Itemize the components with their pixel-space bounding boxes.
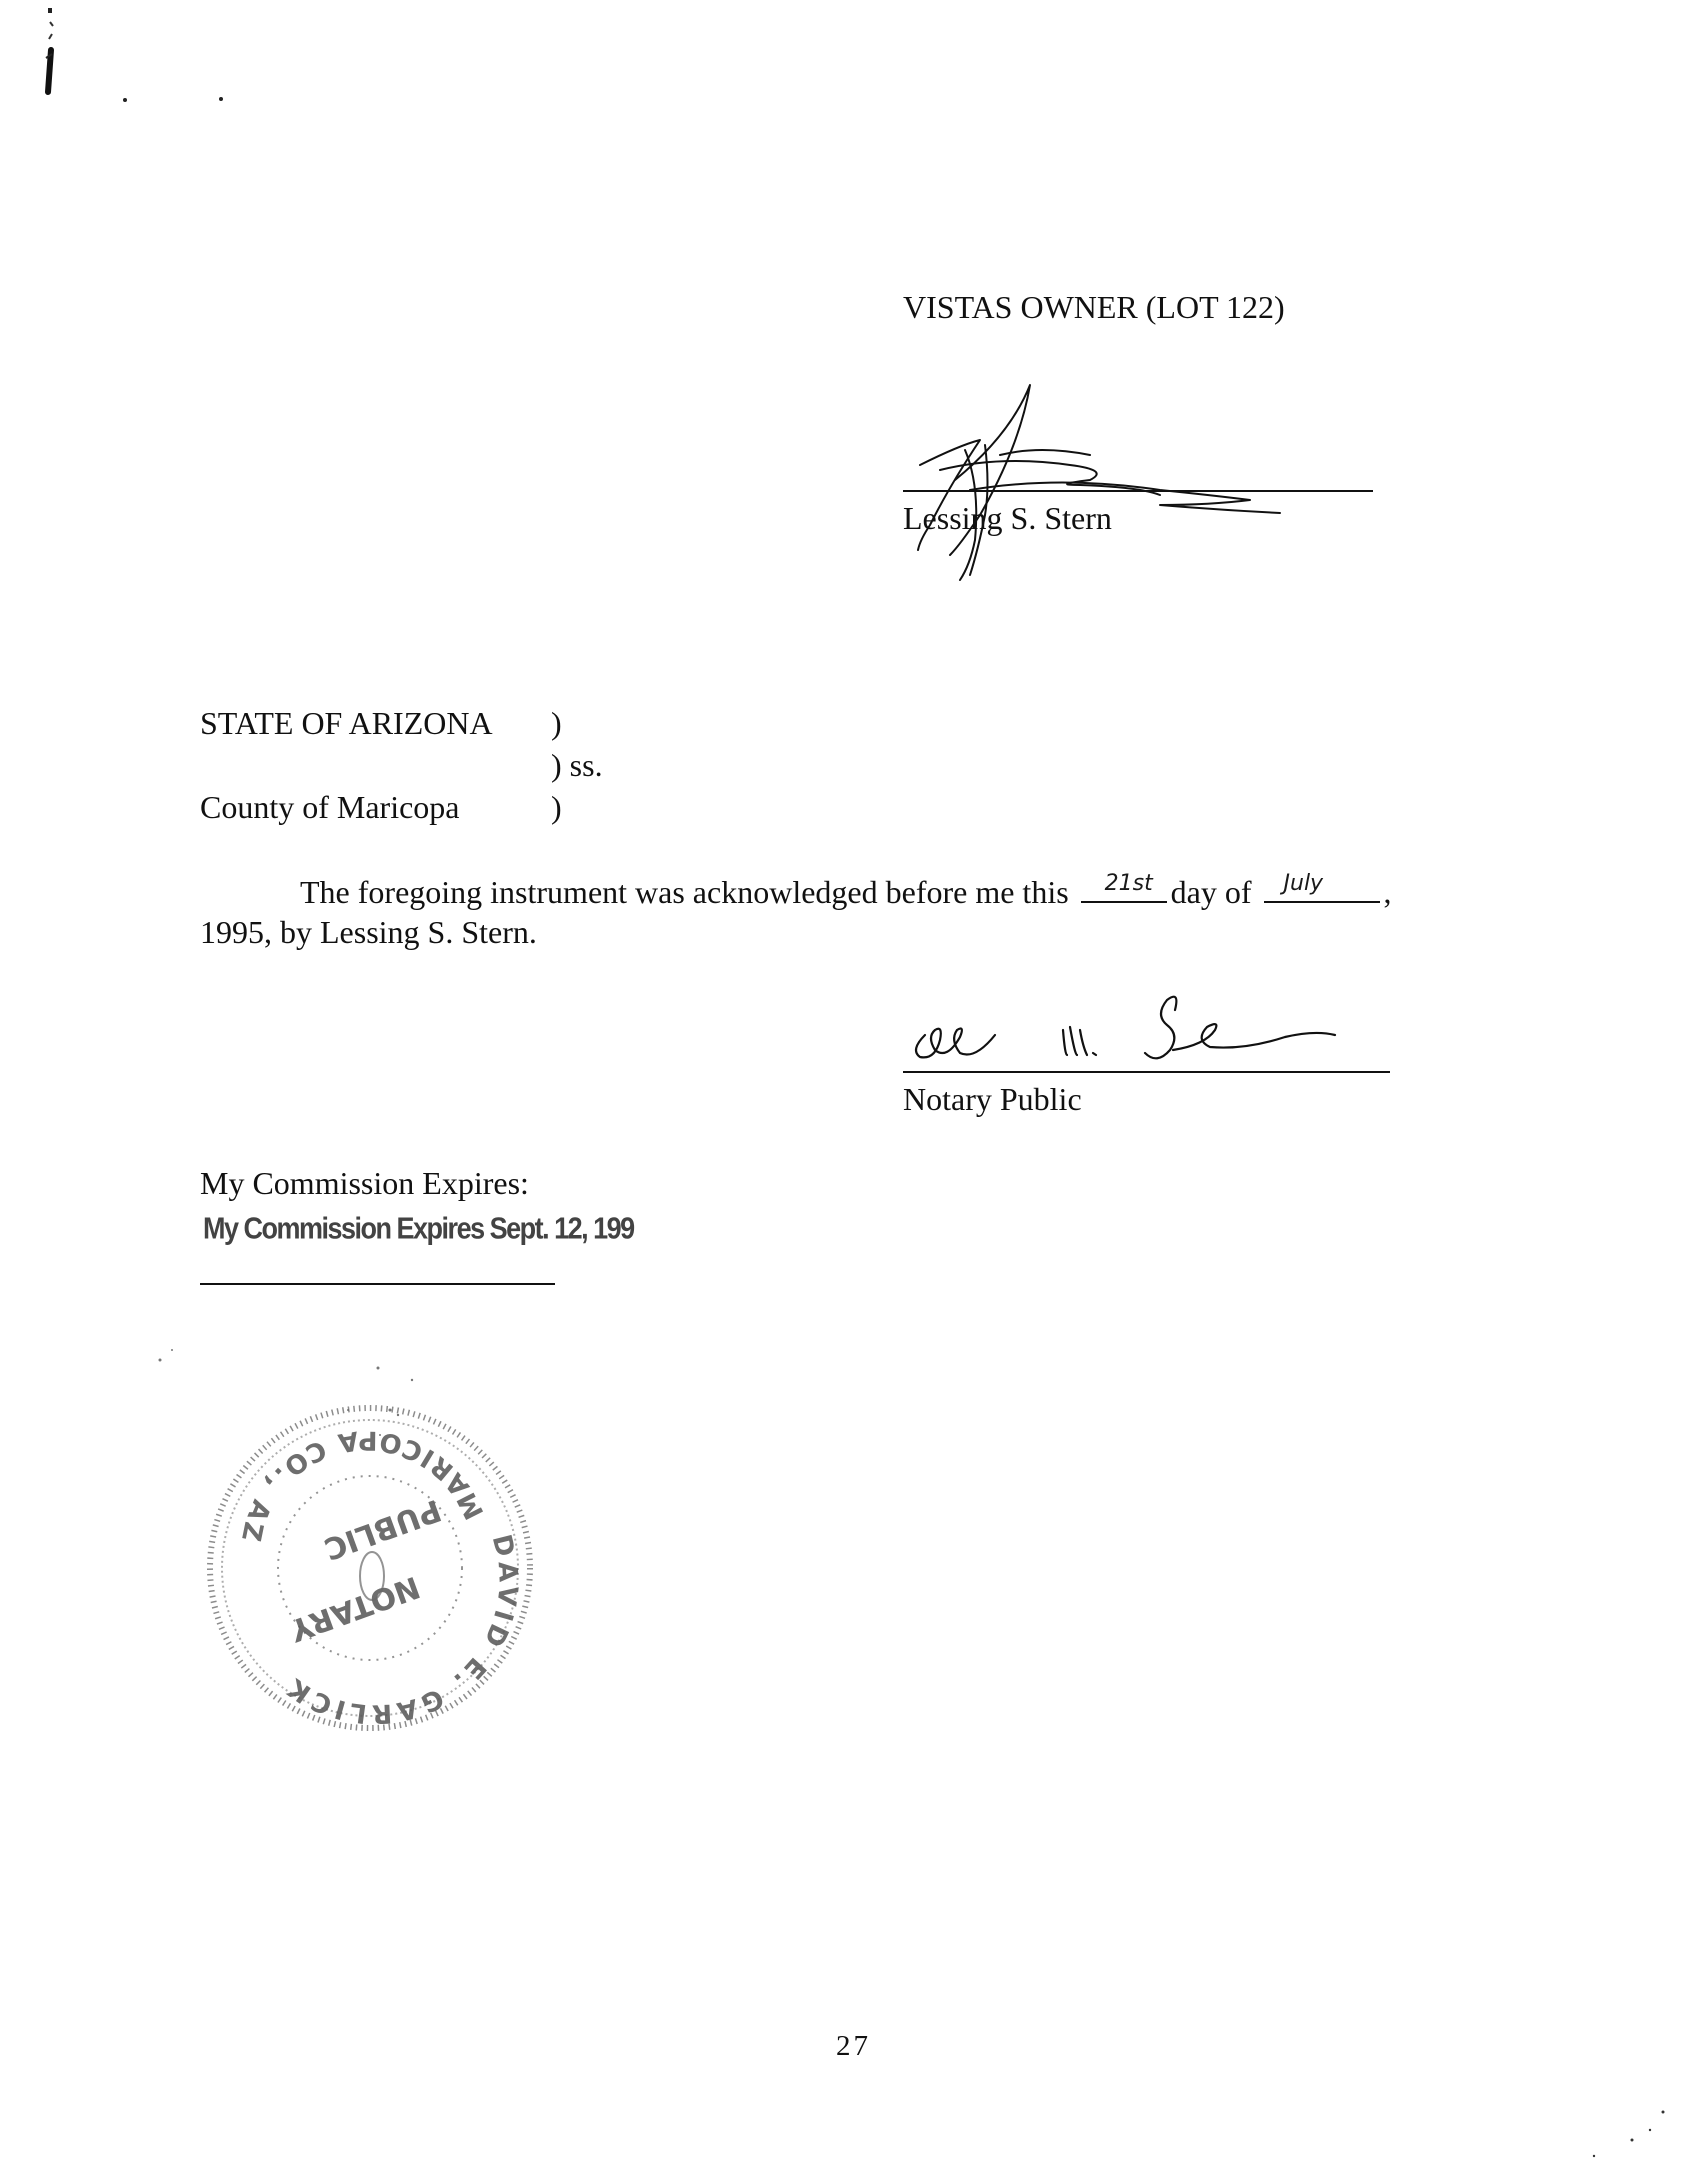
seal-center-text-2: PUBLIC (319, 1491, 446, 1567)
month-blank (1264, 873, 1380, 903)
venue-ss: ) ss. (551, 747, 603, 783)
seal-top-arc-text: DAVID E. GARLICK (279, 1531, 523, 1729)
commission-expiry-stamp: My Commission Expires Sept. 12, 199 (203, 1211, 634, 1246)
scan-specks-top-left (0, 0, 260, 130)
venue-paren-state: ) (551, 705, 562, 741)
acknowledgment-text: The foregoing instrument was acknowledged before me this (300, 874, 1069, 910)
owner-heading: VISTAS OWNER (LOT 122) (903, 289, 1285, 325)
seal-bottom-arc-text: MARICOPA CO., AZ (234, 1424, 491, 1548)
day-of-text: day of (1170, 874, 1252, 910)
commission-label: My Commission Expires: (200, 1165, 529, 1201)
venue-state: STATE OF ARIZONA (200, 705, 493, 741)
page-number: 27 (836, 2030, 871, 2062)
notary-seal (150, 1340, 540, 1800)
day-handwritten: 21st (1104, 871, 1153, 896)
commission-line (200, 1283, 555, 1285)
notary-signature-line (903, 1071, 1390, 1073)
notary-title: Notary Public (903, 1081, 1082, 1117)
venue-paren-county: ) (551, 789, 562, 825)
month-handwritten: July (1283, 871, 1324, 896)
seal-center-text-1: NOTARY (285, 1568, 425, 1648)
owner-signature-image (860, 375, 1330, 595)
scan-specks-bottom-right (1500, 2100, 1696, 2160)
acknowledgment-line-1 (300, 873, 1392, 908)
comma-text: , (1383, 874, 1392, 910)
day-blank (1081, 873, 1167, 903)
owner-signer-name: Lessing S. Stern (903, 500, 1112, 536)
venue-county: County of Maricopa (200, 789, 460, 825)
notary-signature-image (905, 975, 1345, 1070)
acknowledgment-line-2: 1995, by Lessing S. Stern. (200, 914, 537, 950)
